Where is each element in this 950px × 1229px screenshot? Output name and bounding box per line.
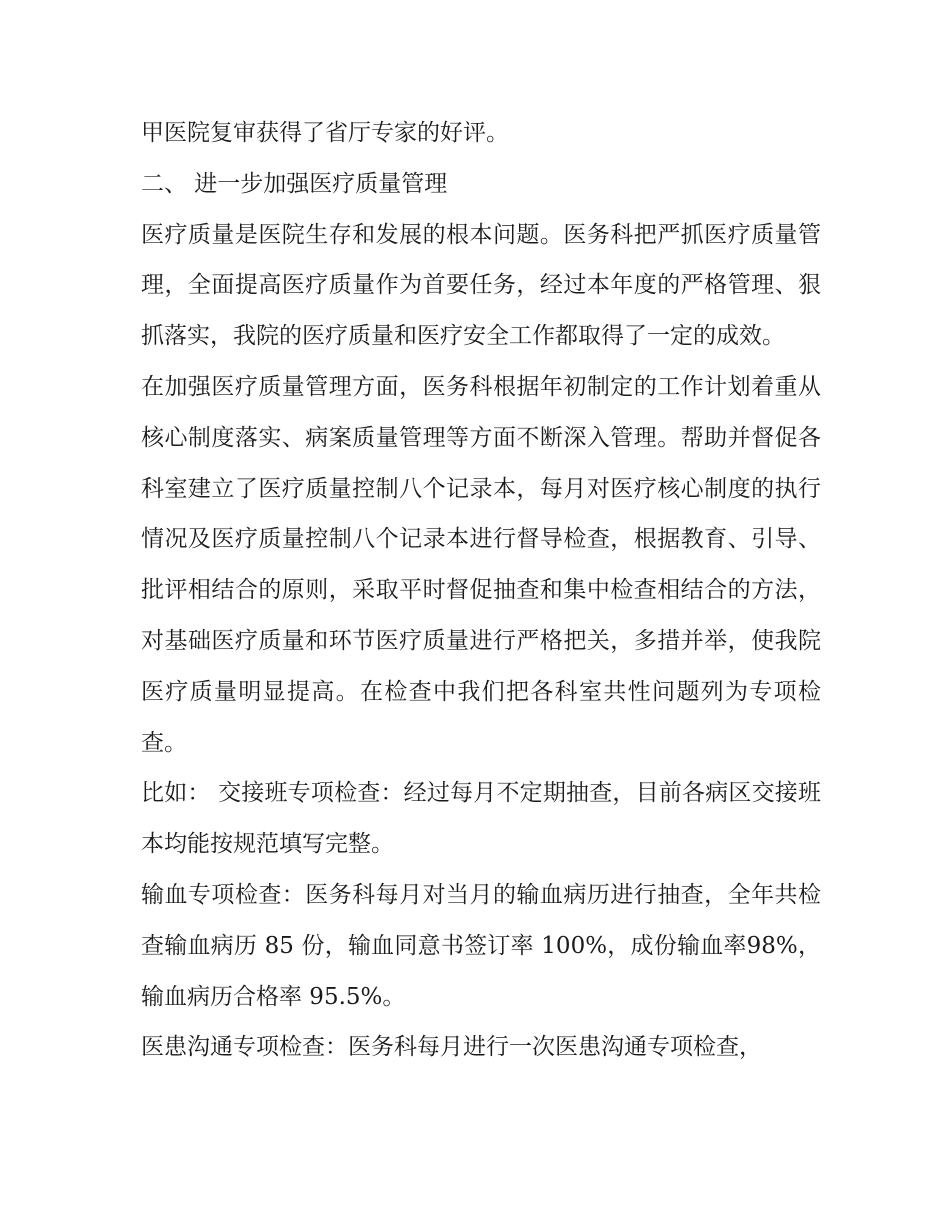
- paragraph-transfusion-check: 输血专项检查：医务科每月对当月的输血病历进行抽查，全年共检查输血病历 85 份，输血同意书签订率 100%，成份输血率98%，输血病历合格率 95.5%。: [141, 881, 821, 1010]
- paragraph-communication-check: 医患沟通专项检查：医务科每月进行一次医患沟通专项检查，: [141, 1034, 762, 1061]
- paragraph-shift-handover-check: 比如： 交接班专项检查：经过每月不定期抽查，目前各病区交接班本均能按规范填写完整。: [141, 780, 821, 858]
- paragraph-quality-importance: 医疗质量是医院生存和发展的根本问题。医务科把严抓医疗质量管理，全面提高医疗质量作为首要任务，经过本年度的严格管理、狠抓落实，我院的医疗质量和医疗安全工作都取得了一定的成效。: [141, 221, 821, 350]
- paragraph-quality-measures: 在加强医疗质量管理方面，医务科根据年初制定的工作计划着重从核心制度落实、病案质量管理等方面不断深入管理。帮助并督促各科室建立了医疗质量控制八个记录本，每月对医疗核心制度的执行情况及医疗质量控制八个记录本进行督导检查，根据教育、引导、批评相结合的原则，采取平时督促抽查和集中检查相结合的方法，对基础医疗质量和环节医疗质量进行严格把关，多措并举，使我院医疗质量明显提高。在检查中我们把各科室共性问题列为专项检查。: [141, 373, 821, 756]
- section-heading-quality-management: 二、 进一步加强医疗质量管理: [141, 170, 448, 197]
- document-body: [141, 108, 821, 1073]
- paragraph-review-result: 甲医院复审获得了省厅专家的好评。: [141, 120, 509, 146]
